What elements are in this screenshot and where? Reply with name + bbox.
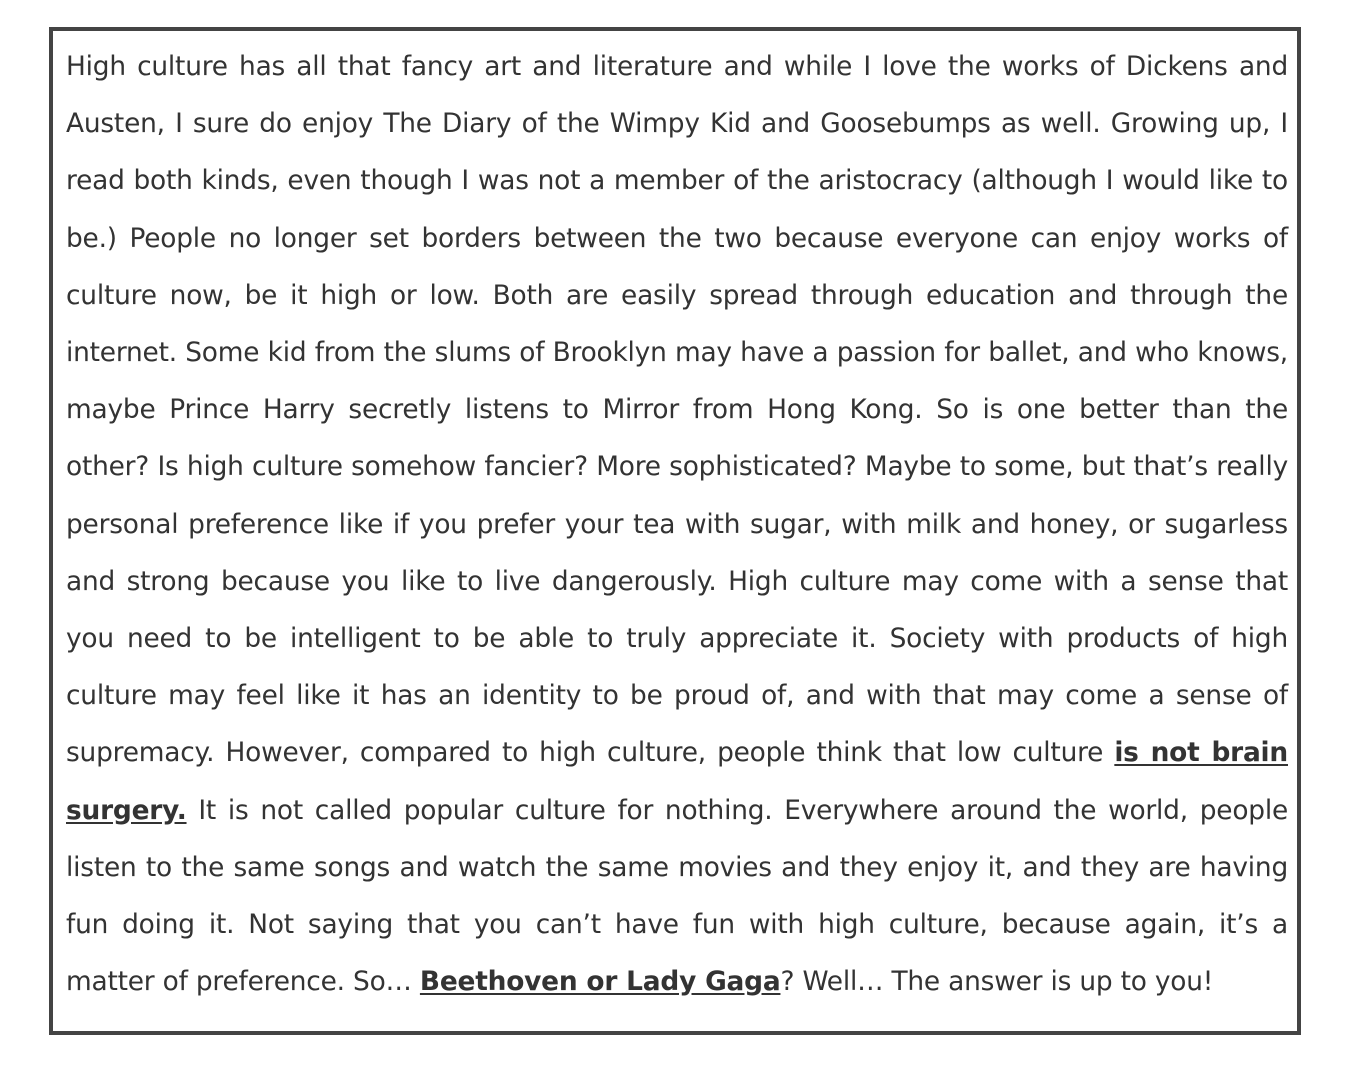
link-beethoven-or-lady-gaga[interactable]: Beethoven or Lady Gaga — [419, 966, 781, 998]
text-frame — [49, 27, 1301, 1035]
text-segment-2: It is not called popular culture for nothing. Everywhere around the world, people listen to the same songs and watch the same movies and they enjoy it, and they are having fun doing it. Not saying that you can’t have fun with high culture, because again, it’s a matter of preference. So… — [66, 794, 1288, 998]
text-segment-1: High culture has all that fancy art and literature and while I love the works of Dickens and Austen, I sure do enjoy The Diary of the Wimpy Kid and Goosebumps as well. Growing up, I read both kinds, even though I was not a member of the aristocracy (although I would like to be.) People no longer set borders between the two because everyone can enjoy works of culture now, be it high or low. Both are easily spread through education and through the internet. Some kid from the slums of Brooklyn may have a passion for ballet, and who knows, maybe Prince Harry secretly listens to Mirror from Hong Kong. So is one better than the other? Is high culture somehow fancier? More sophisticated? Maybe to some, but that’s really personal preference like if you prefer your tea with sugar, with milk and honey, or sugarless and strong because you like to live dangerously. High culture may come with a sense that you need to be intelligent to be able to truly appreciate it. Society with products of high culture may feel like it has an identity to be proud of, and with that may come a sense of supremacy. However, compared to high culture, people think that low culture — [66, 51, 1288, 769]
link-brain-surgery[interactable]: is not brain surgery. — [66, 737, 1288, 826]
text-segment-3: ? Well… The answer is up to you! — [780, 966, 1214, 998]
article-paragraph — [66, 38, 1288, 1010]
